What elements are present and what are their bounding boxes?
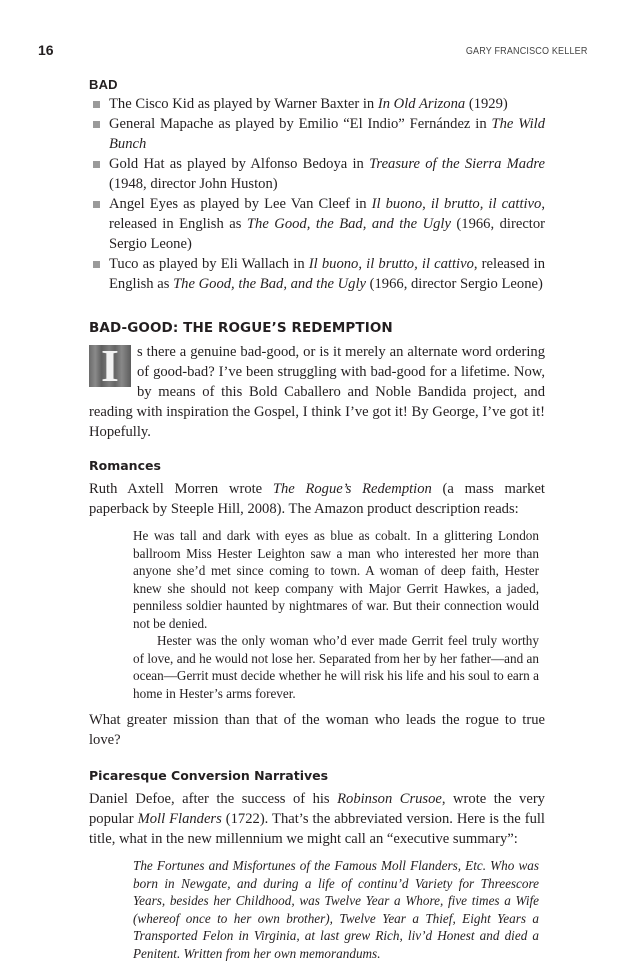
list-item: The Cisco Kid as played by Warner Baxter in In Old Arizona (1929) (89, 94, 545, 114)
subheading-romances: Romances (89, 458, 161, 473)
list-item: Tuco as played by Eli Wallach in Il buono, il brutto, il cattivo, released in English as The Good, the Bad, and the Ugly (1966, director Sergio Leone) (89, 254, 545, 294)
list-item: Gold Hat as played by Alfonso Bedoya in Treasure of the Sierra Madre (1948, director John Huston) (89, 154, 545, 194)
section-heading-bad-good: BAD-GOOD: THE ROGUE’S REDEMPTION (89, 320, 393, 336)
intro-paragraph (89, 342, 545, 442)
page-content (89, 72, 545, 962)
subheading-picaresque: Picaresque Conversion Narratives (89, 768, 329, 783)
square-bullet-icon (93, 161, 100, 168)
quote-paragraph: He was tall and dark with eyes as blue as cobalt. In a glittering London ballroom Miss Hester Leighton saw a man who interested her more than anyone she’d met since coming to town. A woman of deep faith, Hester knew she should not keep company with Major Gerrit Hawkes, a jaded, penniless soldier haunted by nightmares of war. But their connection would not be denied. (133, 528, 539, 631)
amazon-description-quote (133, 527, 539, 702)
romances-paragraph: Ruth Axtell Morren wrote The Rogue’s Redemption (a mass market paperback by Steeple Hill, 2008). The Amazon product description reads: (89, 481, 545, 517)
list-item: Angel Eyes as played by Lee Van Cleef in Il buono, il brutto, il cattivo, released in English as The Good, the Bad, and the Ugly (1966, director Sergio Leone) (89, 194, 545, 254)
running-head: GARY FRANCISCO KELLER (466, 45, 588, 57)
square-bullet-icon (93, 101, 100, 108)
bad-list (89, 94, 545, 294)
intro-text: s there a genuine bad-good, or is it merely an alternate word ordering of good-bad? I’ve been struggling with bad-good for a lifetime. Now, by means of this Bold Caballero and Noble Bandida project, and reading with inspiration the Gospel, I think I’ve got it! By George, I’ve got it! Hopefully. (89, 344, 545, 440)
section-heading-bad: BAD (89, 77, 118, 92)
quote-paragraph: Hester was the only woman who’d ever made Gerrit feel truly worthy of love, and he would not lose her. Separated from her by her father—and an ocean—Gerrit must decide whether he will risk his life and his soul to earn a home in Hester’s arms forever. (133, 633, 539, 701)
square-bullet-icon (93, 201, 100, 208)
page-number: 16 (38, 42, 54, 58)
drop-cap-icon: I (89, 345, 131, 387)
square-bullet-icon (93, 121, 100, 128)
quote-paragraph: The Fortunes and Misfortunes of the Famous Moll Flanders, Etc. Who was born in Newgate, and during a life of continu’d Variety for Threescore Years, besides her Childhood, was Twelve Year a Whore, five times a Wife (whereof once to her own brother), Twelve Year a Thief, Eight Years a Transported Felon in Virginia, at last grew Rich, liv’d Honest and died a Penitent. Written from her own memorandums. (133, 858, 539, 961)
romances-closing: What greater mission than that of the woman who leads the rogue to true love? (89, 712, 545, 748)
square-bullet-icon (93, 261, 100, 268)
list-item: General Mapache as played by Emilio “El Indio” Fernández in The Wild Bunch (89, 114, 545, 154)
moll-flanders-title-quote (133, 857, 539, 962)
picaresque-paragraph: Daniel Defoe, after the success of his Robinson Crusoe, wrote the very popular Moll Flanders (1722). That’s the abbreviated version. Here is the full title, what in the new millennium we might call an “executive summary”: (89, 791, 545, 847)
